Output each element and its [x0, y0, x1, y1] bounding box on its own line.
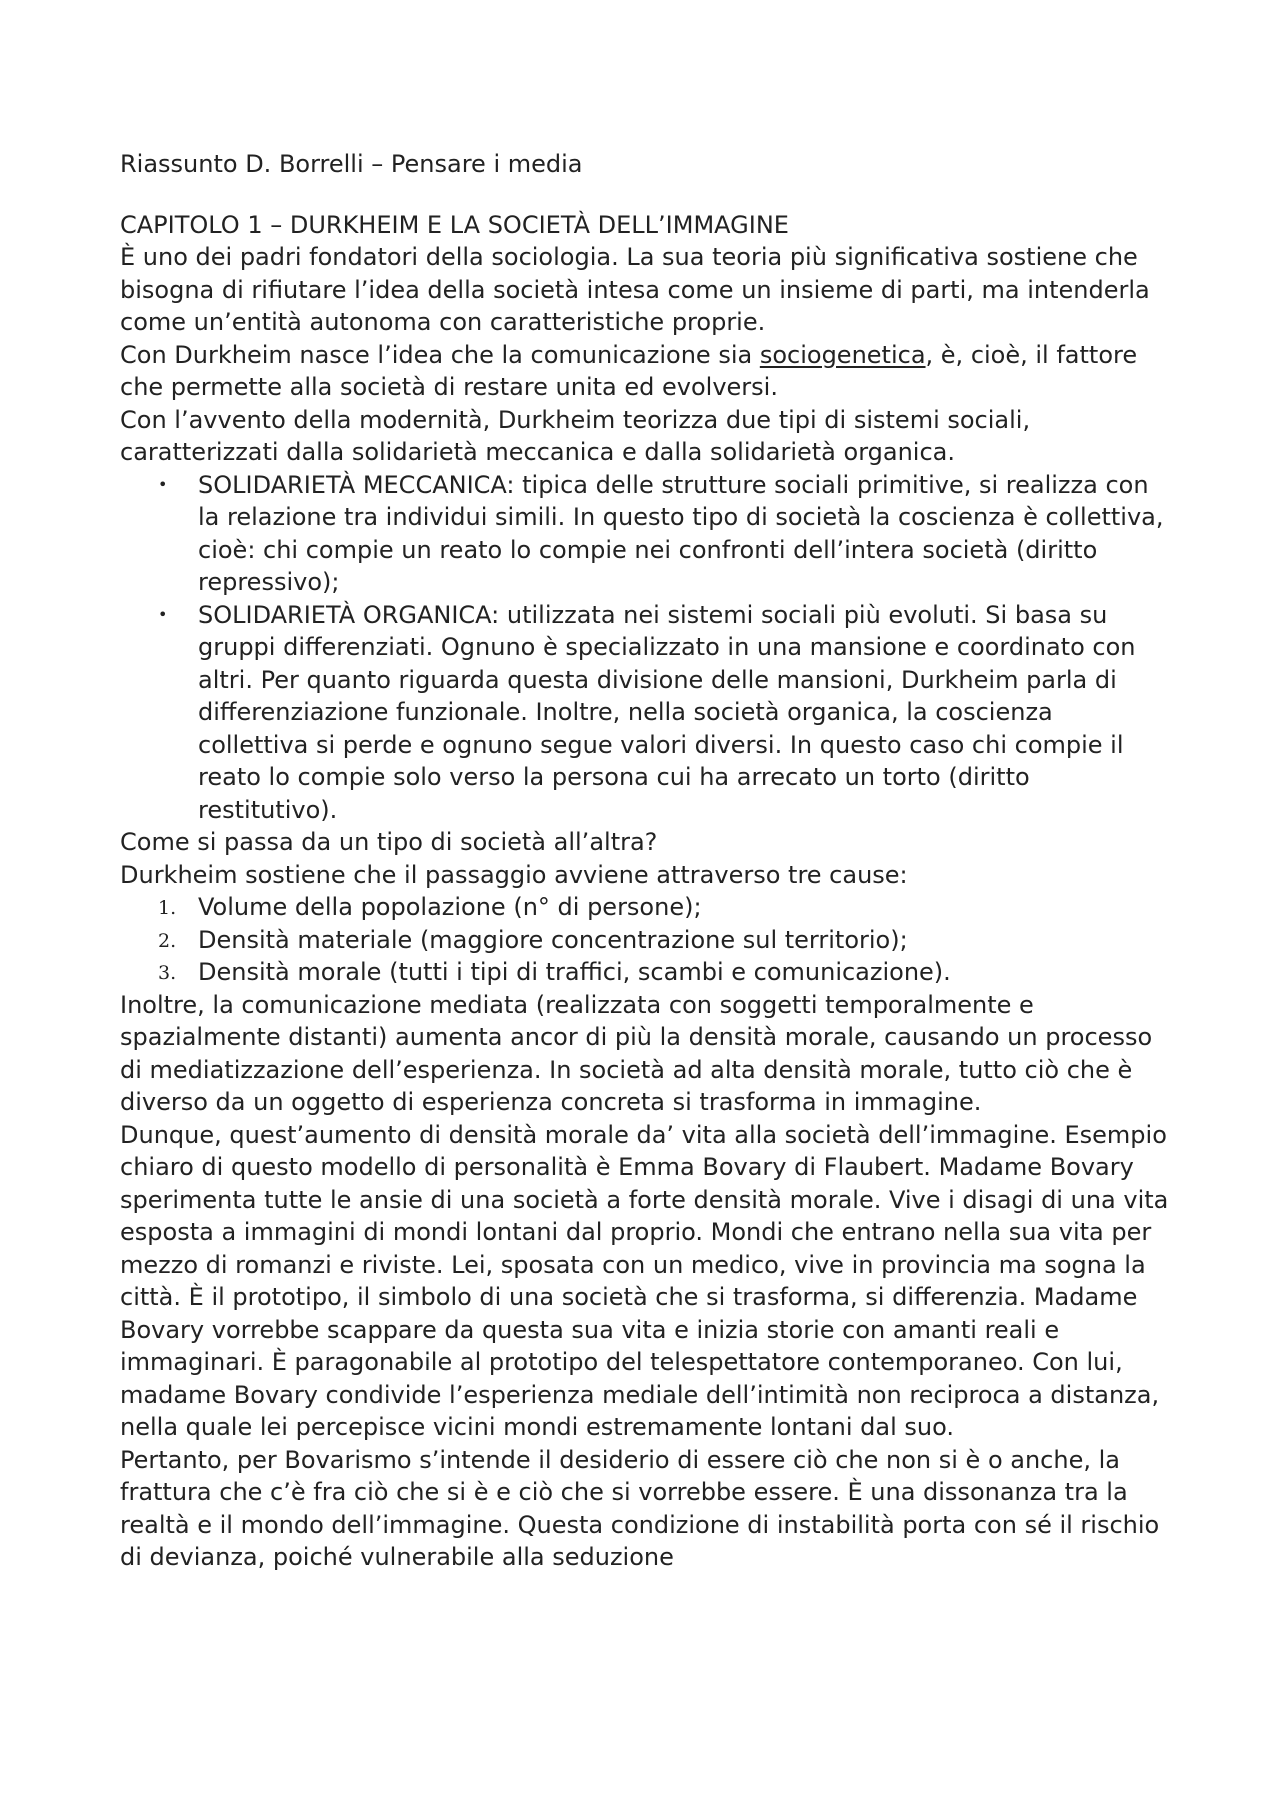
- paragraph-modernity: Con l’avvento della modernità, Durkheim teorizza due tipi di sistemi sociali, caratterizzati dalla solidarietà meccanica e dalla solidarietà organica.: [120, 405, 1031, 466]
- list-item-text: Volume della popolazione (n° di persone);: [198, 893, 702, 921]
- paragraph-intro: È uno dei padri fondatori della sociologia. La sua teoria più significativa sostiene che bisogna di rifiutare l’idea della società intesa come un insieme di parti, ma intenderla come un’entità autonoma con caratteristiche proprie.: [120, 243, 1150, 336]
- paragraph-sociogenetic-before: Con Durkheim nasce l’idea che la comunicazione sia: [120, 340, 760, 369]
- list-number: 2.: [158, 929, 177, 952]
- paragraph-causes-intro: Durkheim sostiene che il passaggio avviene attraverso tre cause:: [120, 860, 908, 889]
- list-item: [120, 956, 1170, 989]
- chapter-heading: CAPITOLO 1 – DURKHEIM E LA SOCIETÀ DELL’IMMAGINE: [120, 210, 789, 239]
- paragraph-sociogenetic-after: , è, cioè, il fattore che permette alla società di restare unita ed evolversi.: [120, 340, 1138, 401]
- underlined-term: sociogenetica: [759, 340, 926, 369]
- paragraph-bovarism: Pertanto, per Bovarismo s’intende il desiderio di essere ciò che non si è o anche, la frattura che c’è fra ciò che si è e ciò che si vorrebbe essere. È una dissonanza tra la realtà e il mondo dell’immagine. Questa condizione di instabilità porta con sé il rischio di devianza, poiché vulnerabile alla seduzione: [120, 1445, 1160, 1571]
- document-page: [120, 148, 1170, 1574]
- list-item-text: Densità materiale (maggiore concentrazione sul territorio);: [198, 925, 908, 954]
- solidarity-list: [120, 469, 1170, 827]
- list-item-text: Densità morale (tutti i tipi di traffici, scambi e comunicazione).: [198, 958, 951, 986]
- list-item-text: SOLIDARIETÀ ORGANICA: utilizzata nei sistemi sociali più evoluti. Si basa su gruppi differenziati. Ognuno è specializzato in una mansione e coordinato con altri. Per quanto riguarda questa divisione delle mansioni, Durkheim parla di differenziazione funzionale. Inoltre, nella società organica, la coscienza collettiva si perde e ognuno segue valori diversi. In questo caso chi compie il reato lo compie solo verso la persona cui ha arrecato un torto (diritto restitutivo).: [198, 600, 1136, 824]
- list-item: [120, 924, 1170, 957]
- list-item: [120, 469, 1170, 599]
- paragraph-bovary: Dunque, quest’aumento di densità morale da’ vita alla società dell’immagine. Esempio chiaro di questo modello di personalità è Emma Bovary di Flaubert. Madame Bovary sperimenta tutte le ansie di una società a forte densità morale. Vive i disagi di una vita esposta a immagini di mondi lontani dal proprio. Mondi che entrano nella sua vita per mezzo di romanzi e riviste. Lei, sposata con un medico, vive in provincia ma sogna la città. È il prototipo, il simbolo di una società che si trasforma, si differenzia. Madame Bovary vorrebbe scappare da questa sua vita e inizia storie con amanti reali e immaginari. È paragonabile al prototipo del telespettatore contemporaneo. Con lui, madame Bovary condivide l’esperienza mediale dell’intimità non reciproca a distanza, nella quale lei percepisce vicini mondi estremamente lontani dal suo.: [120, 1120, 1169, 1441]
- list-number: 1.: [158, 897, 177, 919]
- list-item: [120, 891, 1170, 924]
- list-item: [120, 599, 1170, 827]
- causes-list: [120, 891, 1170, 989]
- list-item-text: SOLIDARIETÀ MECCANICA: tipica delle strutture sociali primitive, si realizza con la relazione tra individui simili. In questo tipo di società la coscienza è collettiva, cioè: chi compie un reato lo compie nei confronti dell’intera società (diritto repressivo);: [198, 470, 1164, 596]
- document-title: Riassunto D. Borrelli – Pensare i media: [120, 150, 583, 178]
- bullet-icon: •: [158, 604, 168, 624]
- bullet-icon: •: [158, 474, 168, 494]
- paragraph-sociogenetic: [120, 339, 1170, 404]
- list-number: 3.: [158, 962, 177, 984]
- paragraph-mediated-communication: Inoltre, la comunicazione mediata (realizzata con soggetti temporalmente e spazialmente distanti) aumenta ancor di più la densità morale, causando un processo di mediatizzazione dell’esperienza. In società ad alta densità morale, tutto ciò che è diverso da un oggetto di esperienza concreta si trasforma in immagine.: [120, 990, 1153, 1116]
- paragraph-question: Come si passa da un tipo di società all’altra?: [120, 828, 658, 856]
